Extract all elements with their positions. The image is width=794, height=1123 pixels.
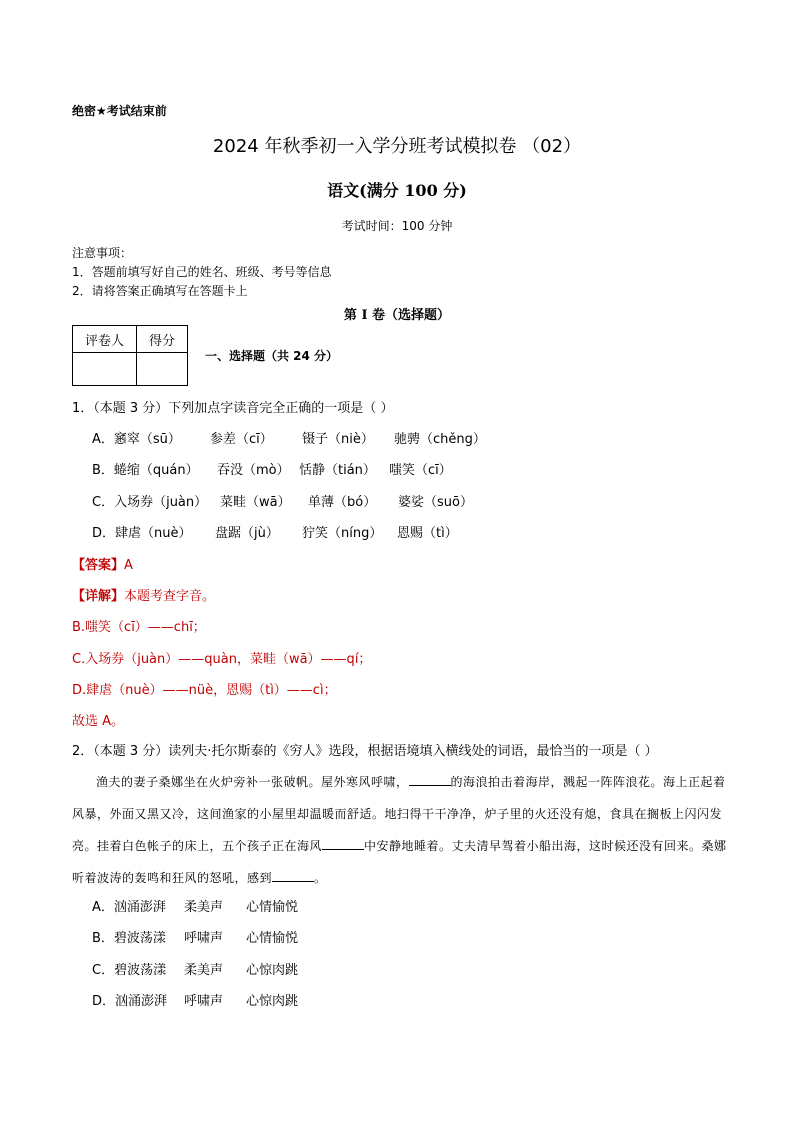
answer-label: 【答案】 (72, 558, 125, 573)
notes-heading: 注意事项： (72, 246, 133, 260)
option-item: 恩赐（tì） (397, 526, 458, 541)
exam-time: 考试时间：100 分钟 (341, 219, 453, 233)
exam-title: 2024 年秋季初一入学分班考试模拟卷 （02） (212, 136, 582, 157)
option-item: 吞没（mò） (217, 463, 290, 478)
option-item: B．碧波荡漾 (92, 931, 166, 946)
option-item: 柔美声 (184, 963, 224, 978)
option-item: 单薄（bó） (308, 495, 377, 510)
option-item: 菜畦（wā） (220, 495, 291, 510)
q1-option-d[interactable] (92, 522, 458, 541)
option-item: 呼啸声 (184, 994, 224, 1009)
option-item: A．汹涌澎湃 (92, 900, 166, 915)
q1-explain-line: B.嗤笑（cī）——chī； (72, 620, 206, 635)
q2-option-a[interactable] (92, 896, 298, 915)
q1-explain-line: C.入场券（juàn）——quàn，菜畦（wā）——qí； (72, 652, 372, 667)
grader-input-cell[interactable] (73, 353, 137, 386)
section-title: 一、选择题（共 24 分） (205, 349, 339, 363)
score-header-cell: 得分 (137, 326, 188, 353)
subject-title: 语文(满分 100 分) (327, 181, 467, 200)
option-item: 狞笑（níng） (302, 526, 383, 541)
detail-label: 【详解】 (72, 589, 125, 604)
q1-answer (72, 554, 133, 573)
fill-blank[interactable] (409, 773, 451, 786)
option-item: 婆娑（suō） (398, 495, 473, 510)
detail-text: 本题考查字音。 (124, 589, 216, 604)
q1-option-b[interactable] (92, 459, 452, 478)
option-item: C．入场券（juàn） (92, 495, 208, 510)
notes-block (72, 244, 332, 301)
option-item: 驰骋（chěng） (394, 432, 486, 447)
option-item: 恬静（tián） (299, 463, 376, 478)
option-item: A．窸窣（sū） (92, 432, 181, 447)
option-item: 心情愉悦 (246, 931, 299, 946)
q2-option-b[interactable] (92, 927, 298, 946)
option-item: B．蜷缩（quán） (92, 463, 199, 478)
option-item: 镊子（niè） (302, 432, 374, 447)
option-item: 心情愉悦 (246, 900, 299, 915)
q1-detail (72, 585, 215, 604)
question-1-stem: 1．（本题 3 分）下列加点字读音完全正确的一项是（ ） (72, 401, 394, 416)
option-item: D．汹涌澎湃 (92, 994, 168, 1009)
option-item: 心惊肉跳 (246, 963, 299, 978)
fill-blank[interactable] (272, 869, 314, 882)
secret-mark: 绝密★考试结束前 (72, 104, 167, 118)
notes-item: 1．答题前填写好自己的姓名、班级、考号等信息 (72, 265, 332, 279)
q1-option-a[interactable] (92, 428, 486, 447)
option-item: 盘踞（jù） (215, 526, 279, 541)
q1-explain-line: D.肆虐（nuè）——nüè，恩赐（tì）——cì； (72, 683, 337, 698)
option-item: C．碧波荡漾 (92, 963, 167, 978)
answer-value: A (124, 558, 133, 573)
question-2-stem: 2．（本题 3 分）读列夫·托尔斯泰的《穷人》选段，根据语境填入横线处的词语，最恰当的一项是（ ） (72, 744, 658, 759)
q1-explain-line: 故选 A。 (72, 714, 125, 729)
notes-item: 2．请将答案正确填写在答题卡上 (72, 284, 248, 298)
option-item: 参差（cī） (210, 432, 273, 447)
fill-blank[interactable] (322, 837, 364, 850)
score-input-cell[interactable] (137, 353, 188, 386)
grader-header-cell: 评卷人 (73, 326, 137, 353)
q2-option-c[interactable] (92, 959, 298, 978)
passage-text: 。 (314, 871, 327, 885)
passage-text: 中安静地睡着。丈夫清早驾着小船出海，这时候还没有回来。桑娜听着波涛的轰鸣和狂风的怒吼，感到 (72, 839, 727, 885)
option-item: D．肆虐（nuè） (92, 526, 192, 541)
grader-table (72, 325, 188, 386)
passage-text: 渔夫的妻子桑娜坐在火炉旁补一张破帆。屋外寒风呼啸， (96, 775, 409, 789)
q2-option-d[interactable] (92, 990, 298, 1009)
option-item: 柔美声 (184, 900, 224, 915)
option-item: 心惊肉跳 (246, 994, 299, 1009)
q2-passage (72, 766, 727, 894)
option-item: 呼啸声 (184, 931, 224, 946)
option-item: 嗤笑（cī） (389, 463, 452, 478)
passage-text: 的海浪拍击着海岸，溅起一阵阵浪花。海上正起着风暴，外面又黑又冷，这间渔家的小屋里却温暖而舒适。地扫得干干净净，炉子里的火还没有熄，食具在搁板上闪闪发亮。挂着白色帐子的床上，五个孩子正在海风 (72, 775, 726, 853)
part-title: 第 I 卷（选择题） (343, 308, 451, 323)
q1-option-c[interactable] (92, 491, 473, 510)
